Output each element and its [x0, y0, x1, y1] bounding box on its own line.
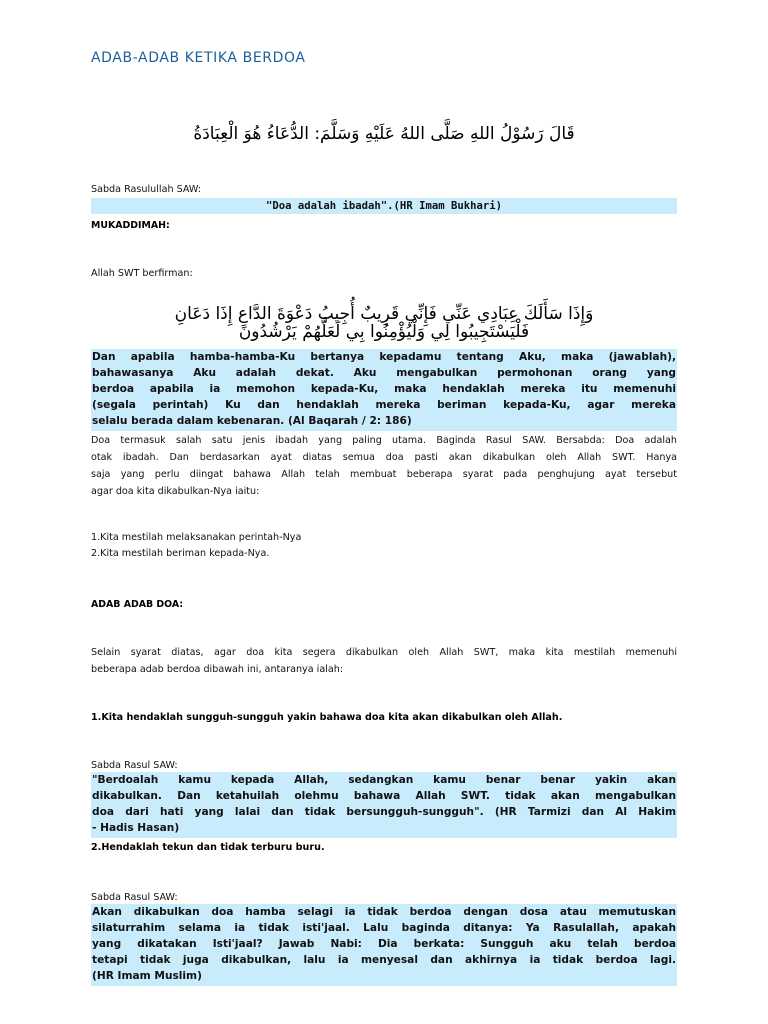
- intro-line: otak ibadah. Dan berdasarkan ayat diatas semua doa pasti akan dikabulkan oleh Allah SWT. Hanya: [91, 452, 677, 463]
- arabic-ayat-line-2: فَلْيَسْتَجِيبُوا لِي وَلْيُؤْمِنُوا بِي لَعَلَّهُمْ يَرْشُدُونَ: [238, 322, 530, 342]
- translation-highlight: [91, 349, 677, 431]
- hadith-2-line: - Hadis Hasan): [92, 822, 180, 834]
- intro-line: agar doa kita dikabulkan-Nya iaitu:: [91, 486, 260, 497]
- translation-line: berdoa apabila ia memohon kepada-Ku, maka hendaklah mereka itu memenuhi: [92, 383, 676, 395]
- intro-line: Doa termasuk salah satu jenis ibadah yang paling utama. Baginda Rasul SAW. Bersabda: Doa adalah: [91, 435, 677, 446]
- hadith-1-highlight: "Doa adalah ibadah".(HR Imam Bukhari): [91, 198, 677, 214]
- adab-intro-line: Selain syarat diatas, agar doa kita segera dikabulkan oleh Allah SWT, maka kita mestilah memenuhi: [91, 647, 677, 658]
- hadith-3-highlight: [91, 904, 677, 986]
- hadith-2-line: dikabulkan. Dan ketahuilah olehmu bahawa Allah SWT. tidak akan mengabulkan: [92, 790, 676, 802]
- arabic-hadith: قَالَ رَسُوْلُ اللهِ صَلَّى اللهُ عَلَيْهِ وَسَلَّمَ: الدُّعَاءُ هُوَ الْعِبَادَةُ: [193, 124, 575, 144]
- hadith-3-line: yang dikatakan Isti'jaal? Jawab Nabi: Dia berkata: Sungguh aku telah berdoa: [92, 938, 676, 950]
- condition-1: 1.Kita mestilah melaksanakan perintah-Nya: [91, 532, 302, 543]
- translation-line: selalu berada dalam kebenaran. (Al Baqarah / 2: 186): [92, 415, 412, 427]
- adab-intro-paragraph: [91, 644, 677, 678]
- translation-line: bahawasanya Aku adalah dekat. Aku mengabulkan permohonan orang yang: [92, 367, 676, 379]
- arabic-ayat-line-1: وَإِذَا سَأَلَكَ عِبَادِي عَنِّي فَإِنِّي قَرِيبٌ أُجِيبُ دَعْوَةَ الدَّاعِ إِذَا دَعَانِ: [174, 304, 594, 324]
- mukaddimah-heading: MUKADDIMAH:: [91, 220, 170, 231]
- condition-2: 2.Kita mestilah beriman kepada-Nya.: [91, 548, 270, 559]
- adab-intro-line: beberapa adab berdoa dibawah ini, antaranya ialah:: [91, 664, 344, 675]
- hadith-3-line: tetapi tidak juga dikabulkan, lalu ia menyesal dan akhirnya ia tidak berdoa lagi.: [92, 954, 676, 966]
- hadith-3-line: Akan dikabulkan doa hamba selagi ia tidak berdoa dengan dosa atau memutuskan: [92, 906, 676, 918]
- adab-heading: ADAB ADAB DOA:: [91, 599, 184, 610]
- hadith-2-highlight: [91, 772, 677, 838]
- point-1: 1.Kita hendaklah sungguh-sungguh yakin bahawa doa kita akan dikabulkan oleh Allah.: [91, 712, 563, 723]
- hadith-3-line: silaturrahim selama ia tidak isti'jaal. Lalu baginda ditanya: Ya Rasulallah, apakah: [92, 922, 676, 934]
- sabda-label-2: Sabda Rasul SAW:: [91, 760, 178, 771]
- sabda-label-3: Sabda Rasul SAW:: [91, 892, 178, 903]
- hadith-2-line: "Berdoalah kamu kepada Allah, sedangkan kamu benar benar yakin akan: [92, 774, 676, 786]
- translation-line: Dan apabila hamba-hamba-Ku bertanya kepadamu tentang Aku, maka (jawablah),: [92, 351, 676, 363]
- intro-line: saja yang perlu diingat bahawa Allah telah membuat beberapa syarat pada penghujung ayat tersebut: [91, 469, 677, 480]
- intro-paragraph: [91, 432, 677, 500]
- translation-line: (segala perintah) Ku dan hendaklah mereka beriman kepada-Ku, agar mereka: [92, 399, 676, 411]
- page-title: ADAB-ADAB KETIKA BERDOA: [91, 50, 306, 66]
- point-2: 2.Hendaklah tekun dan tidak terburu buru.: [91, 842, 325, 853]
- hadith-2-line: doa dari hati yang lalai dan tidak bersungguh-sungguh". (HR Tarmizi dan Al Hakim: [92, 806, 676, 818]
- sabda-label-1: Sabda Rasulullah SAW:: [91, 184, 202, 195]
- hadith-3-line: (HR Imam Muslim): [92, 970, 202, 982]
- allah-label: Allah SWT berfirman:: [91, 268, 193, 279]
- arabic-ayat: [91, 305, 677, 341]
